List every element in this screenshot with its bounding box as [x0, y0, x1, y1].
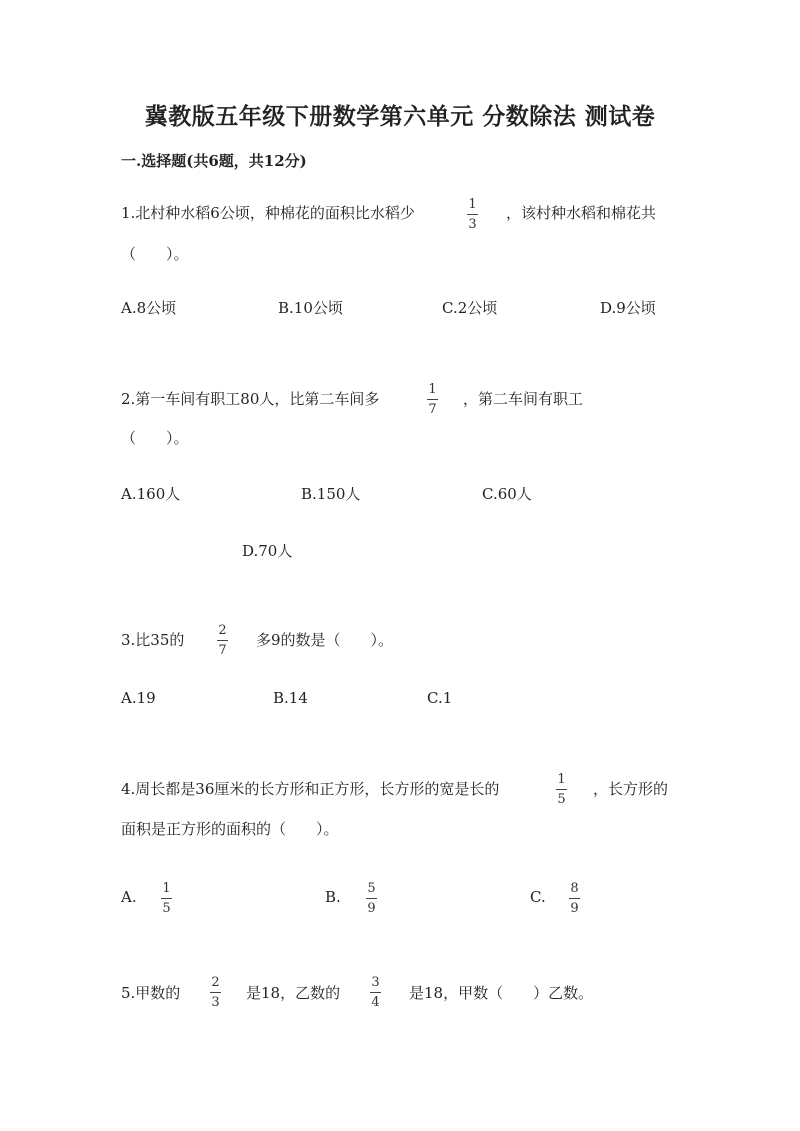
question-1-text-a: 1.北村种水稻6公顷，种棉花的面积比水稻少: [121, 204, 415, 222]
question-2-fraction: [427, 383, 438, 416]
fraction-denominator: 7: [218, 643, 227, 658]
question-5-fraction-2: [370, 976, 381, 1009]
fraction-bar: [467, 214, 478, 215]
fraction-numerator: 2: [211, 975, 220, 990]
question-4-blank: 面积是正方形的面积的（ ）。: [121, 820, 339, 838]
fraction-bar: [217, 640, 228, 641]
question-2-option-b[interactable]: B.150人: [301, 485, 361, 503]
question-2-text-a: 2.第一车间有职工80人，比第二车间多: [121, 390, 380, 408]
fraction-denominator: 5: [162, 901, 171, 916]
option-label: A.: [121, 888, 137, 906]
fraction-denominator: 3: [468, 217, 477, 232]
fraction-numerator: 3: [371, 975, 380, 990]
question-3-text-b: 多9的数是（ ）。: [256, 631, 394, 649]
question-1-option-b[interactable]: B.10公顷: [278, 299, 343, 317]
question-5-text-b: 是18，乙数的: [246, 984, 341, 1002]
question-1-fraction: [467, 198, 478, 231]
question-2-option-c[interactable]: C.60人: [482, 485, 532, 503]
question-5-text-c: 是18，甲数（ ）乙数。: [409, 984, 594, 1002]
question-5-fraction-1: [210, 976, 221, 1009]
fraction-bar: [210, 992, 221, 993]
fraction-bar: [161, 898, 172, 899]
question-1-option-a[interactable]: A.8公顷: [121, 299, 177, 317]
fraction-numerator: 1: [428, 382, 437, 397]
fraction-numerator: 1: [468, 197, 477, 212]
question-5-text-a: 5.甲数的: [121, 984, 181, 1002]
fraction-numerator: 8: [570, 881, 579, 896]
fraction-denominator: 4: [371, 995, 380, 1010]
fraction-bar: [427, 399, 438, 400]
question-3-option-b[interactable]: B.14: [273, 689, 308, 707]
question-1-blank: （ ）。: [121, 245, 189, 263]
option-fraction: [366, 882, 377, 915]
fraction-denominator: 9: [570, 901, 579, 916]
question-3-text-a: 3.比35的: [121, 631, 185, 649]
fraction-denominator: 7: [428, 402, 437, 417]
question-1-option-c[interactable]: C.2公顷: [442, 299, 498, 317]
fraction-denominator: 5: [557, 792, 566, 807]
fraction-bar: [370, 992, 381, 993]
option-fraction: [161, 882, 172, 915]
section-heading: 一.选择题(共6题，共12分): [121, 152, 307, 170]
fraction-denominator: 3: [211, 995, 220, 1010]
fraction-numerator: 1: [162, 881, 171, 896]
question-3-option-c[interactable]: C.1: [427, 689, 453, 707]
fraction-bar: [366, 898, 377, 899]
question-3-option-a[interactable]: A.19: [121, 689, 156, 707]
question-2-option-d[interactable]: D.70人: [242, 542, 293, 560]
question-4-text-a: 4.周长都是36厘米的长方形和正方形，长方形的宽是长的: [121, 780, 500, 798]
question-3-fraction: [217, 624, 228, 657]
option-label: C.: [530, 888, 546, 906]
question-4-text-b: ，长方形的: [593, 780, 669, 798]
fraction-numerator: 2: [218, 623, 227, 638]
fraction-denominator: 9: [367, 901, 376, 916]
question-1-text-b: ，该村种水稻和棉花共: [506, 204, 657, 222]
fraction-bar: [569, 898, 580, 899]
page-title: 冀教版五年级下册数学第六单元 分数除法 测试卷: [144, 103, 656, 130]
option-label: B.: [325, 888, 341, 906]
question-2-text-b: ，第二车间有职工: [463, 390, 584, 408]
question-2-blank: （ ）。: [121, 429, 189, 447]
question-2-option-a[interactable]: A.160人: [121, 485, 181, 503]
question-4-fraction: [556, 773, 567, 806]
option-fraction: [569, 882, 580, 915]
fraction-bar: [556, 789, 567, 790]
fraction-numerator: 5: [367, 881, 376, 896]
question-1-option-d[interactable]: D.9公顷: [600, 299, 656, 317]
fraction-numerator: 1: [557, 772, 566, 787]
